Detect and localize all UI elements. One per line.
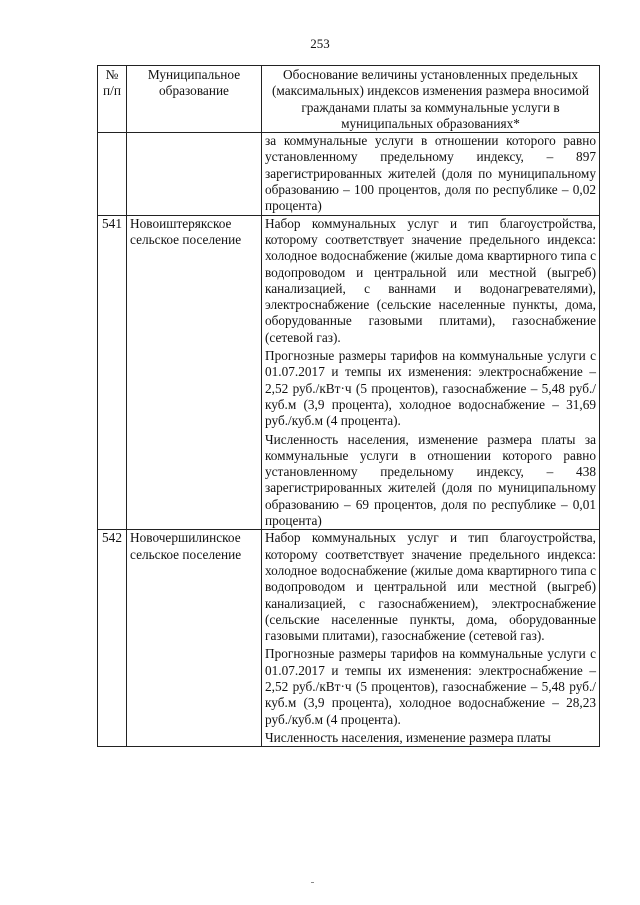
row-number: 541 (98, 215, 127, 530)
row-justification (262, 133, 600, 215)
row-justification (262, 215, 600, 530)
justification-paragraph: Численность населения, изменение размера платы за коммунальные услуги в отношении которого равно установленному предельному индексу, – 438 зарегистрированных жителей (доля по муниципальному образованию – 69 процентов, доля по республике – 0,01 процента) (265, 431, 596, 529)
justification-paragraph: Прогнозные размеры тарифов на коммунальные услуги с 01.07.2017 и темпы их изменения: электроснабжение – 2,52 руб./кВт·ч (5 процентов), газоснабжение – 5,48 руб./куб.м (3,9 процента), холодное водоснабжение – 28,23 руб./куб.м (4 процента). (265, 646, 596, 727)
header-municipality: Муниципальное образование (127, 66, 262, 133)
row-number: 542 (98, 530, 127, 747)
header-number: № п/п (98, 66, 127, 133)
table-header-row (98, 66, 600, 133)
row-municipality (127, 133, 262, 215)
table-row (98, 133, 600, 215)
page-number: 253 (310, 36, 330, 51)
table-row (98, 215, 600, 530)
row-municipality: Новоиштерякское сельское поселение (127, 215, 262, 530)
row-municipality: Новочершилинское сельское поселение (127, 530, 262, 747)
row-number (98, 133, 127, 215)
justification-paragraph: за коммунальные услуги в отношении которого равно установленному предельному индексу, – 897 зарегистрированных жителей (доля по муниципальному образованию – 100 процентов, доля по республике – 0,02 процента) (265, 133, 596, 214)
header-justification: Обоснование величины установленных предельных (максимальных) индексов изменения размера вносимой гражданами платы за коммунальные услуги в муниципальных образованиях* (262, 66, 600, 133)
justification-paragraph: Численность населения, изменение размера платы (265, 729, 551, 745)
justification-paragraph: Прогнозные размеры тарифов на коммунальные услуги с 01.07.2017 и темпы их изменения: электроснабжение – 2,52 руб./кВт·ч (5 процентов), газоснабжение – 5,48 руб./куб.м (3,9 процента), холодное водоснабжение – 31,69 руб./куб.м (4 процента). (265, 348, 596, 429)
justification-table (97, 65, 600, 747)
table-row (98, 530, 600, 747)
justification-paragraph: Набор коммунальных услуг и тип благоустройства, которому соответствует значение предельного индекса: холодное водоснабжение (жилые дома квартирного типа с водопроводом и центральной или местной (выгреб) канализацией, с ваннами и водонагревателями), электроснабжение (сельские населенные пункты, дома, оборудованные газовыми плитами), газоснабжение (сетевой газ). (265, 215, 596, 345)
scan-mark (311, 882, 314, 883)
row-justification (262, 530, 600, 747)
justification-paragraph: Набор коммунальных услуг и тип благоустройства, которому соответствует значение предельного индекса: холодное водоснабжение (жилые дома квартирного типа с водопроводом и центральной или местной (выгреб) канализацией, с газоснабжением), электроснабжение (сельские населенные пункты, дома, оборудованные газовыми плитами), газоснабжение (сетевой газ). (265, 530, 596, 644)
